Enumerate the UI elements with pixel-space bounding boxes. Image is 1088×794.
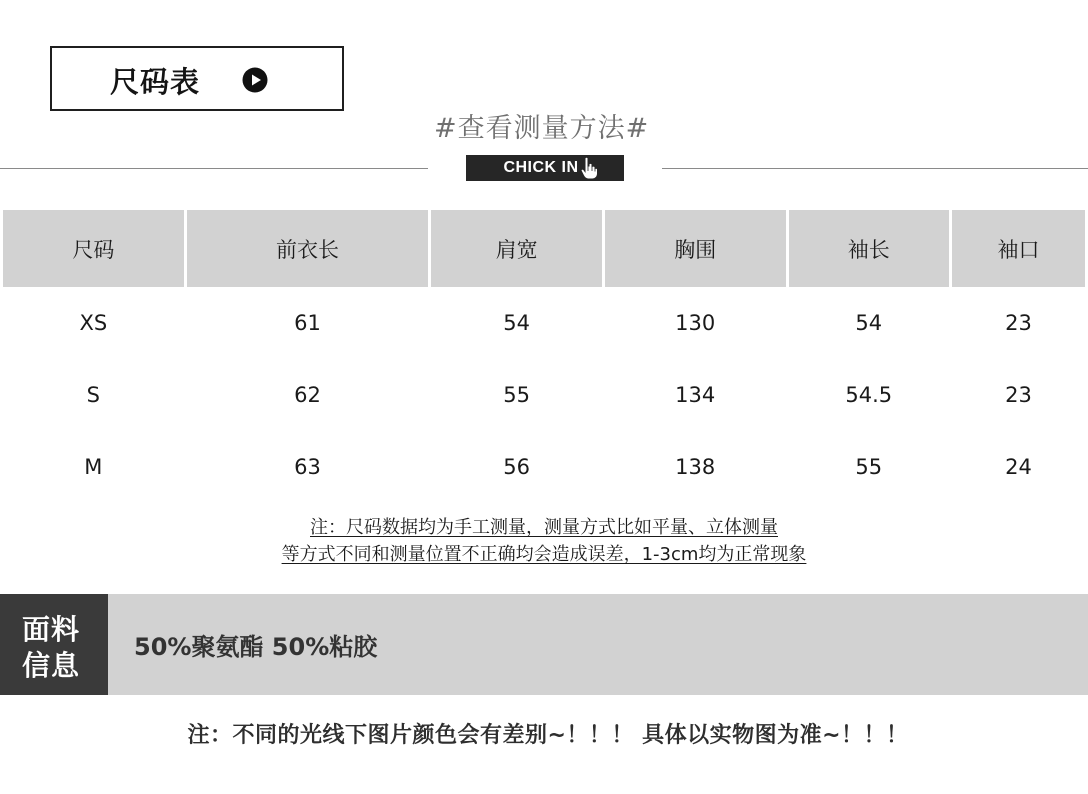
cell-shoulder: 55 [503,383,530,407]
cell-sleeve-length: 54.5 [845,383,893,407]
size-table [0,210,1088,503]
color-disclaimer-note: 注：不同的光线下图片颜色会有差别~！！！ 具体以实物图为准~！！！ [187,723,909,748]
cell-cuff: 23 [1005,383,1032,407]
pointing-hand-icon [579,156,599,180]
cell-sleeve-length: 54 [855,311,883,335]
header-front-length: 前衣长 [187,210,429,287]
table-row [3,359,1085,431]
fabric-info-label [0,594,108,695]
cell-chest: 134 [675,383,716,407]
measurement-note-line-2: 等方式不同和测量位置不正确均会造成误差，1-3cm均为正常现象 [281,544,807,565]
cell-size: XS [79,311,108,335]
table-row [3,287,1085,359]
header-shoulder: 肩宽 [431,210,602,287]
fabric-label-line-1: 面料 [22,613,81,646]
cell-cuff: 23 [1005,311,1032,335]
measurement-note-line-1: 注：尺码数据均为手工测量，测量方式比如平量、立体测量 [310,517,778,538]
cell-size: M [84,455,103,479]
measure-method-title: #查看测量方法# [434,113,650,144]
cell-shoulder: 54 [503,311,530,335]
size-table-header-row [3,210,1085,287]
header-sleeve-length: 袖长 [789,210,949,287]
fabric-composition: 50%聚氨酯 50%粘胶 [134,633,378,661]
cell-cuff: 24 [1005,455,1032,479]
cell-size: S [86,383,101,407]
size-chart-title-box [50,46,344,111]
cell-chest: 138 [675,455,716,479]
play-circle-icon[interactable] [242,67,268,93]
divider-right [662,168,1088,169]
header-chest: 胸围 [605,210,786,287]
fabric-label-line-2: 信息 [22,649,81,682]
divider-left [0,168,428,169]
cell-sleeve-length: 55 [855,455,883,479]
cell-shoulder: 56 [503,455,530,479]
cell-front-length: 62 [294,383,321,407]
header-size: 尺码 [3,210,184,287]
check-in-label: CHICK IN [503,159,579,176]
check-in-button[interactable] [466,155,624,181]
cell-front-length: 61 [294,311,321,335]
size-chart-title: 尺码表 [110,65,201,99]
table-row [3,431,1085,503]
header-cuff: 袖口 [952,210,1085,287]
cell-front-length: 63 [294,455,321,479]
cell-chest: 130 [675,311,716,335]
fabric-info-band [0,594,1088,695]
